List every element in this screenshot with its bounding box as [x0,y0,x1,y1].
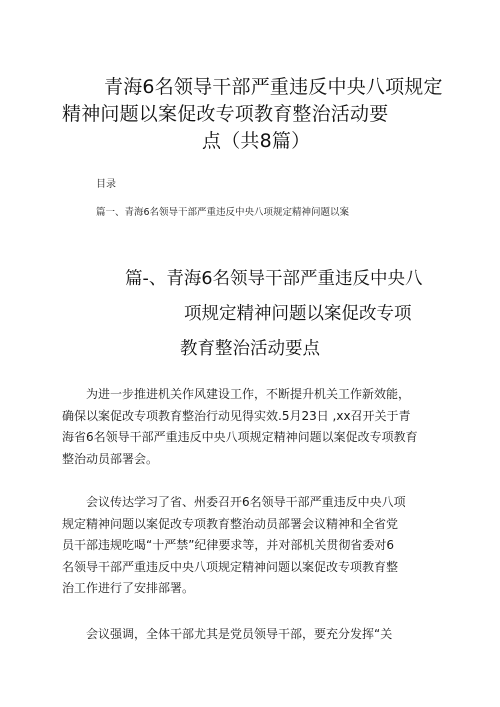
paragraph-line: 会议强调，全体干部尤其是党员领导干部，要充分发挥“关 [86,627,393,641]
paragraph-line: 整治动员部署会。 [62,451,159,466]
document-title-line-1: 青海6名领导干部严重违反中央八项规定 [104,76,443,98]
section-title-line-2: 项规定精神问题以案促改专项 [184,304,412,324]
paragraph-line: 员干部违规吃喝“十严禁”纪律要求等，并对部机关贯彻省委对6 [62,538,395,552]
paragraph-line: 确保以案促改专项教育整治行动见得实效.5月23日 ,xx召开关于青 [62,408,411,423]
paragraph-line: 规定精神问题以案促改专项教育整治动员部署会议精神和全省党 [62,516,399,531]
section-title-line-3: 教育整治活动要点 [180,339,320,359]
toc-heading: 目录 [96,179,116,190]
paragraph-line: 会议传达学习了省、州委召开6名领导干部严重违反中央八项 [86,495,406,509]
section-title-line-1: 篇-、青海6名领导干部严重违反中央八 [125,269,423,289]
document-title-line-2: 精神问题以案促改专项教育整治活动要 [62,103,389,125]
paragraph-line: 名领导干部严重违反中央八项规定精神问题以案促改专项教育整 [62,559,399,574]
document-title-line-3: 点（共8篇） [202,130,311,152]
paragraph-line: 为进一步推进机关作风建设工作，不断提升机关工作新效能， [86,387,411,401]
body-paragraph-2 [62,492,444,600]
body-paragraph-1 [62,384,444,470]
paragraph-line: 海省6名领导干部严重违反中央八项规定精神问题以案促改专项教育 [62,430,418,444]
body-paragraph-3 [62,624,444,646]
toc-item[interactable]: 篇一、青海6名领导干部严重违反中央八项规定精神问题以案 [96,207,350,218]
paragraph-line: 治工作进行了安排部署。 [62,581,195,595]
